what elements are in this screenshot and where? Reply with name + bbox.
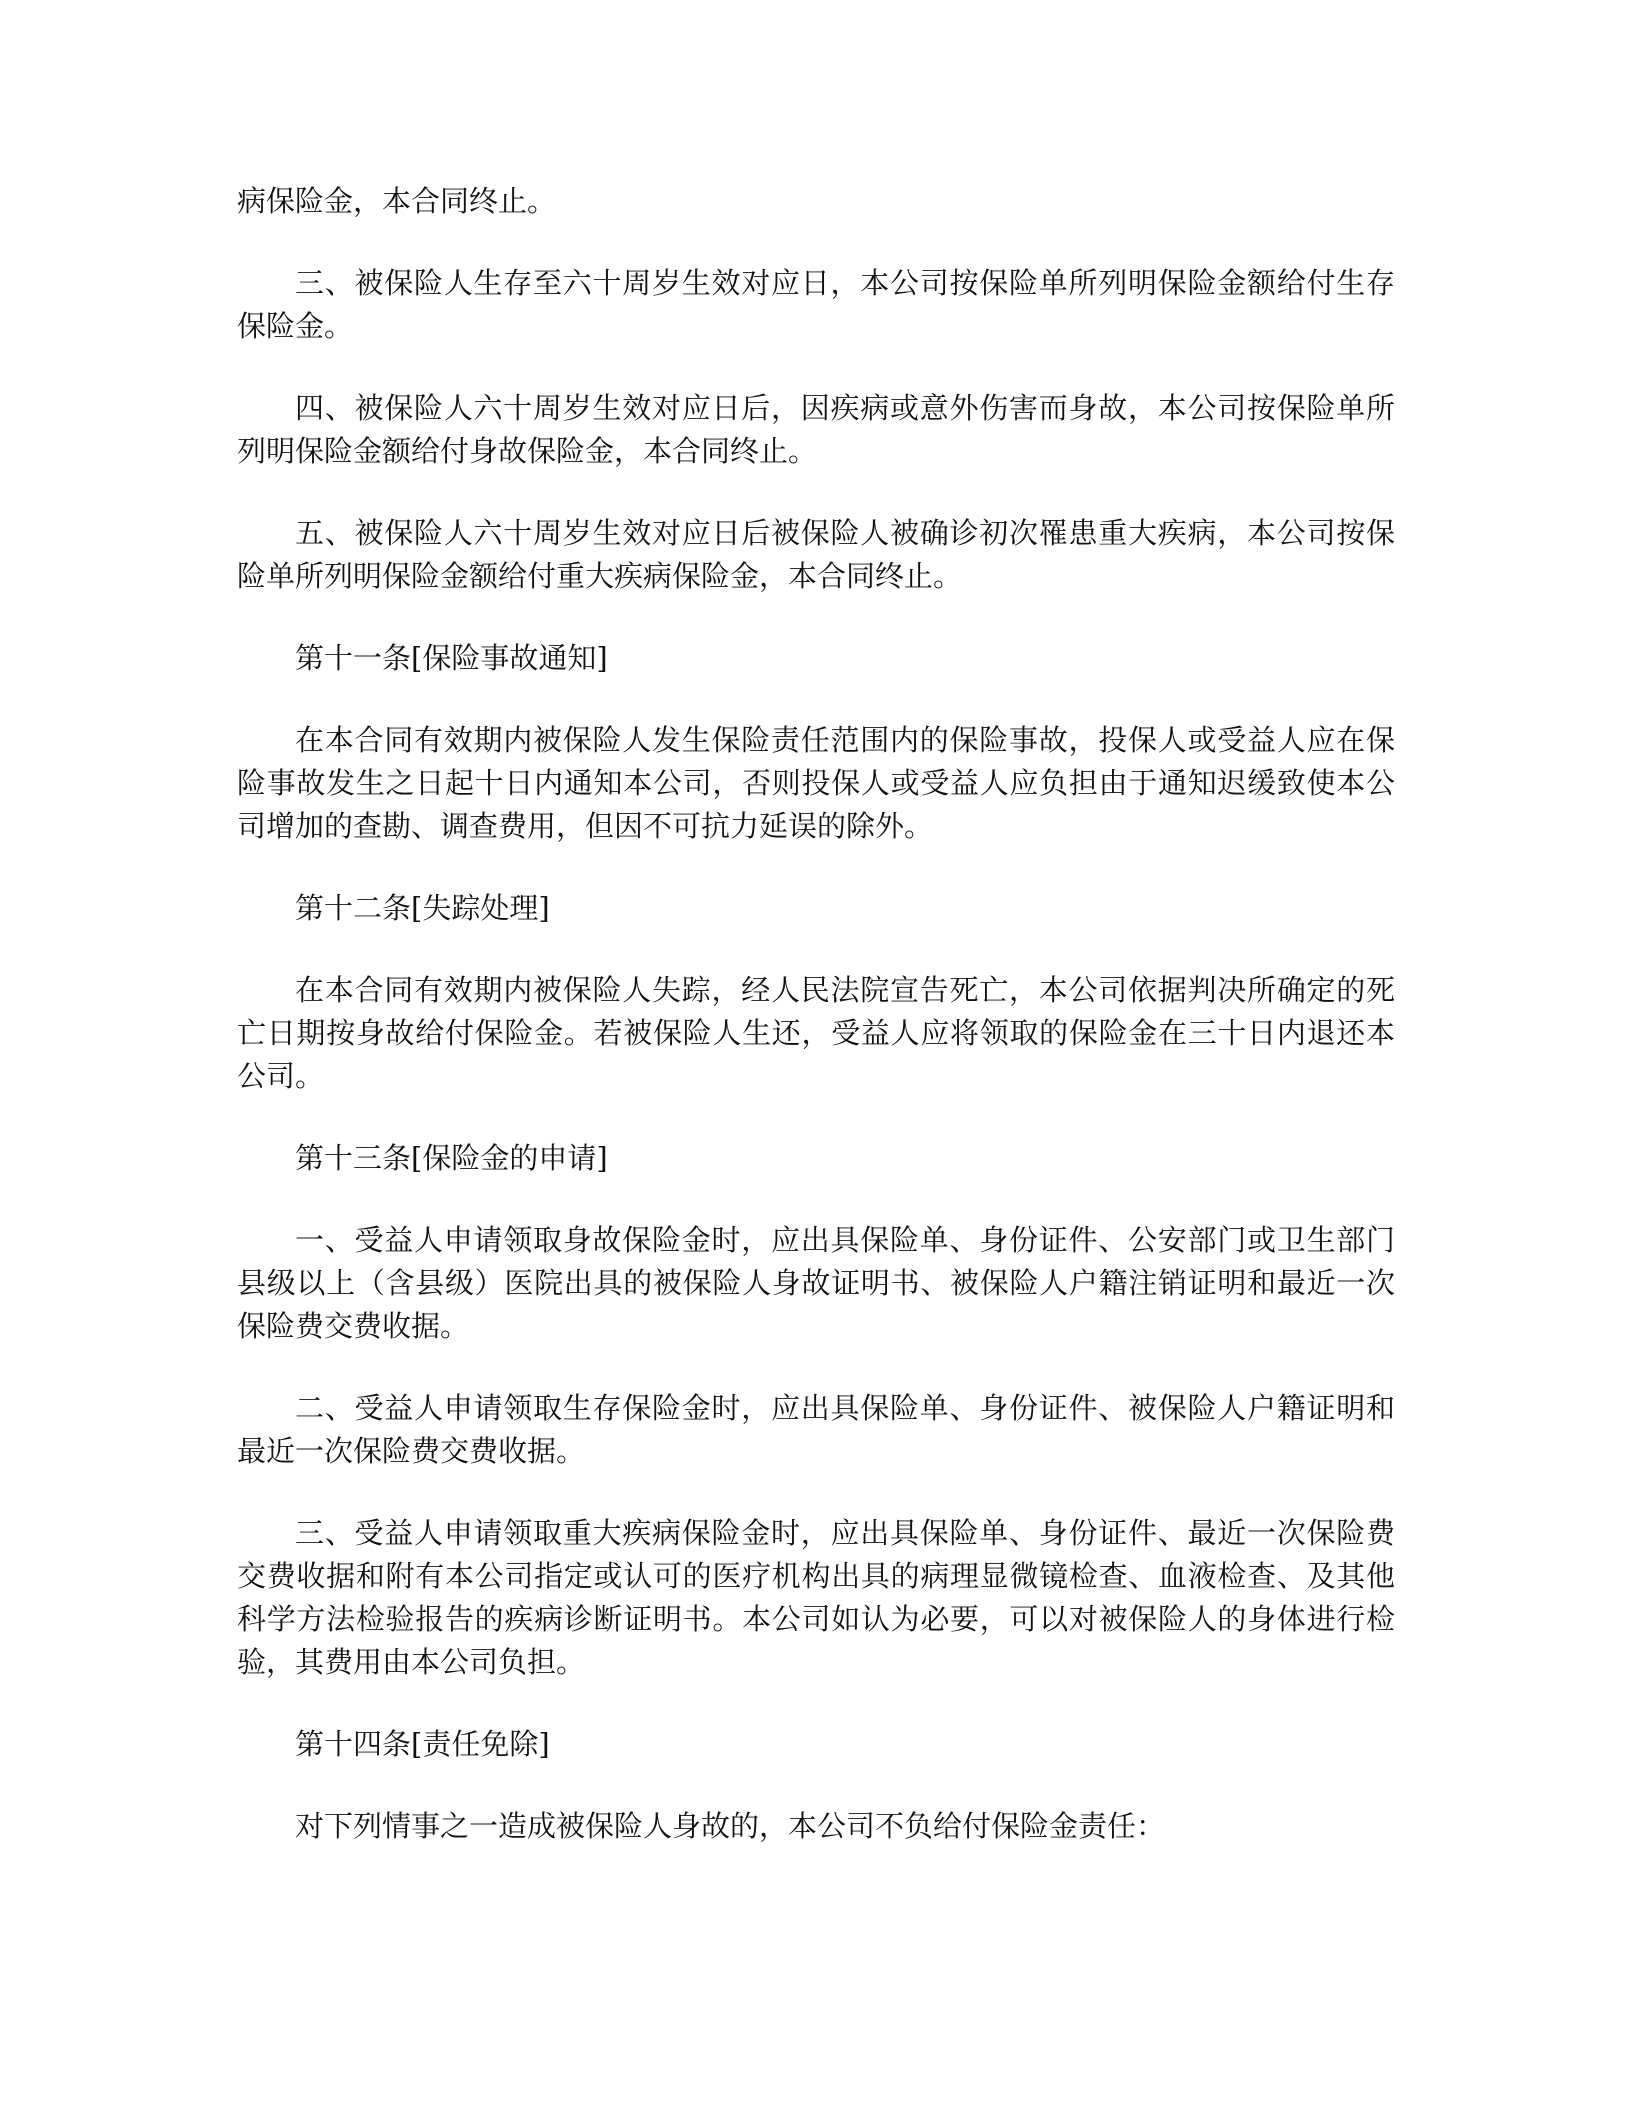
article-11-heading: 第十一条[保险事故通知] bbox=[295, 641, 608, 675]
paragraph-clause-4: 四、被保险人六十周岁生效对应日后，因疾病或意外伤害而身故，本公司按保险单所列明保险金额给付身故保险金，本合同终止。 bbox=[237, 391, 1395, 468]
paragraph-clause-3: 三、被保险人生存至六十周岁生效对应日，本公司按保险单所列明保险金额给付生存保险金。 bbox=[237, 266, 1395, 343]
article-13-item-3: 三、受益人申请领取重大疾病保险金时，应出具保险单、身份证件、最近一次保险费交费收据和附有本公司指定或认可的医疗机构出具的病理显微镜检查、血液检查、及其他科学方法检验报告的疾病诊断证明书。本公司如认为必要，可以对被保险人的身体进行检验，其费用由本公司负担。 bbox=[237, 1516, 1395, 1679]
article-11-body: 在本合同有效期内被保险人发生保险责任范围内的保险事故，投保人或受益人应在保险事故发生之日起十日内通知本公司，否则投保人或受益人应负担由于通知迟缓致使本公司增加的查勘、调查费用，但因不可抗力延误的除外。 bbox=[237, 723, 1395, 843]
article-13-item-1: 一、受益人申请领取身故保险金时，应出具保险单、身份证件、公安部门或卫生部门县级以上（含县级）医院出具的被保险人身故证明书、被保险人户籍注销证明和最近一次保险费交费收据。 bbox=[237, 1223, 1395, 1343]
article-13-heading: 第十三条[保险金的申请] bbox=[295, 1141, 608, 1175]
paragraph-continued: 病保险金，本合同终止。 bbox=[237, 184, 557, 218]
article-14-heading: 第十四条[责任免除] bbox=[295, 1727, 550, 1761]
document-body bbox=[237, 180, 1395, 1887]
article-12-heading: 第十二条[失踪处理] bbox=[295, 891, 550, 925]
paragraph-clause-5: 五、被保险人六十周岁生效对应日后被保险人被确诊初次罹患重大疾病，本公司按保险单所列明保险金额给付重大疾病保险金，本合同终止。 bbox=[237, 516, 1395, 593]
article-13-item-2: 二、受益人申请领取生存保险金时，应出具保险单、身份证件、被保险人户籍证明和最近一次保险费交费收据。 bbox=[237, 1391, 1395, 1468]
article-14-body: 对下列情事之一造成被保险人身故的，本公司不负给付保险金责任： bbox=[295, 1809, 1166, 1843]
article-12-body: 在本合同有效期内被保险人失踪，经人民法院宣告死亡，本公司依据判决所确定的死亡日期按身故给付保险金。若被保险人生还，受益人应将领取的保险金在三十日内退还本公司。 bbox=[237, 973, 1395, 1093]
